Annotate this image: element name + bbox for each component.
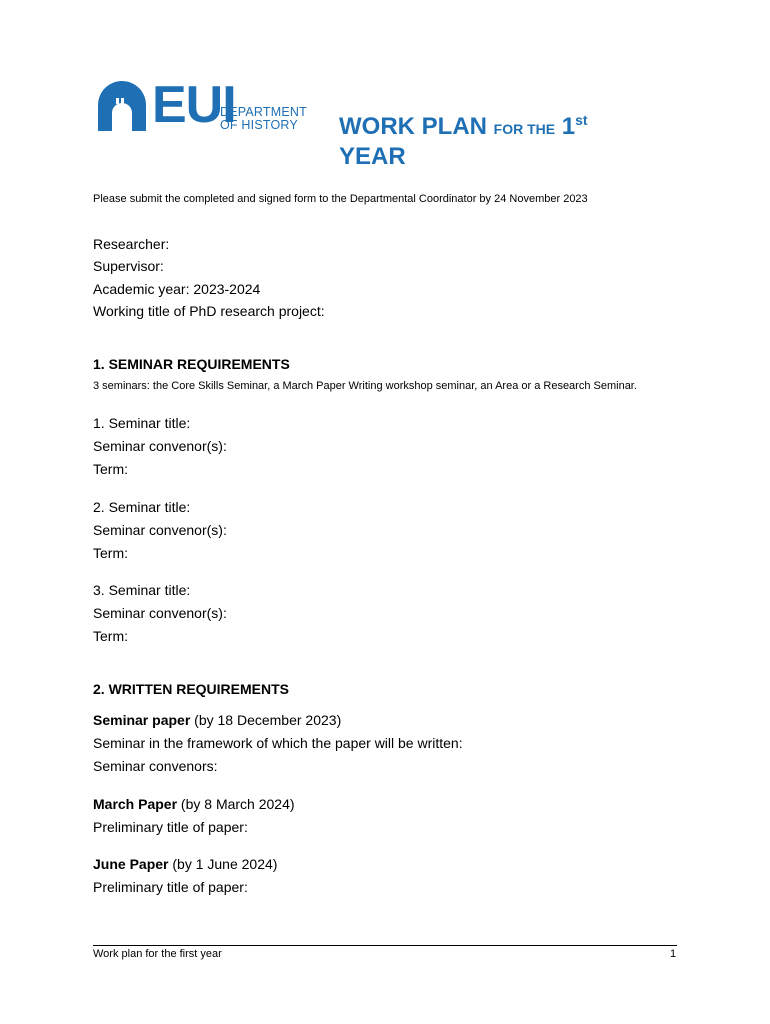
june-paper-title: Preliminary title of paper:	[93, 879, 248, 895]
footer-rule	[93, 945, 677, 946]
seminar-3-convenor: Seminar convenor(s):	[93, 605, 227, 621]
seminar-paper-line: Seminar paper (by 18 December 2023)	[93, 712, 342, 728]
academic-year-label: Academic year: 2023-2024	[93, 281, 261, 297]
march-paper-title: Preliminary title of paper:	[93, 819, 248, 835]
supervisor-label: Supervisor:	[93, 258, 164, 274]
seminar-3-term: Term:	[93, 628, 128, 644]
logo-subtitle: DEPARTMENT OF HISTORY	[220, 105, 307, 132]
page-title: WORK PLAN FOR THE 1st YEAR	[339, 112, 588, 170]
researcher-label: Researcher:	[93, 236, 170, 252]
seminar-3-title: 3. Seminar title:	[93, 582, 191, 598]
eui-logo	[98, 76, 307, 134]
seminar-1-convenor: Seminar convenor(s):	[93, 438, 227, 454]
seminar-2-convenor: Seminar convenor(s):	[93, 522, 227, 538]
march-paper-line: March Paper (by 8 March 2024)	[93, 796, 295, 812]
page-number: 1	[670, 948, 677, 960]
written-requirements-heading: 2. WRITTEN REQUIREMENTS	[93, 681, 290, 697]
working-title-label: Working title of PhD research project:	[93, 303, 325, 319]
seminar-paper-convenors: Seminar convenors:	[93, 758, 218, 774]
footer-text: Work plan for the first year	[93, 948, 222, 960]
seminar-2-term: Term:	[93, 545, 128, 561]
seminar-1-term: Term:	[93, 461, 128, 477]
seminar-requirements-note: 3 seminars: the Core Skills Seminar, a March Paper Writing workshop seminar, an Area or a Research Seminar.	[93, 380, 637, 392]
submission-instruction: Please submit the completed and signed form to the Departmental Coordinator by 24 November 2023	[93, 193, 588, 205]
seminar-1-title: 1. Seminar title:	[93, 415, 191, 431]
logo-text: EUI	[152, 76, 236, 134]
seminar-paper-framework: Seminar in the framework of which the paper will be written:	[93, 735, 463, 751]
seminar-2-title: 2. Seminar title:	[93, 499, 191, 515]
eui-building-icon	[98, 81, 146, 131]
june-paper-line: June Paper (by 1 June 2024)	[93, 856, 278, 872]
seminar-requirements-heading: 1. SEMINAR REQUIREMENTS	[93, 356, 290, 372]
